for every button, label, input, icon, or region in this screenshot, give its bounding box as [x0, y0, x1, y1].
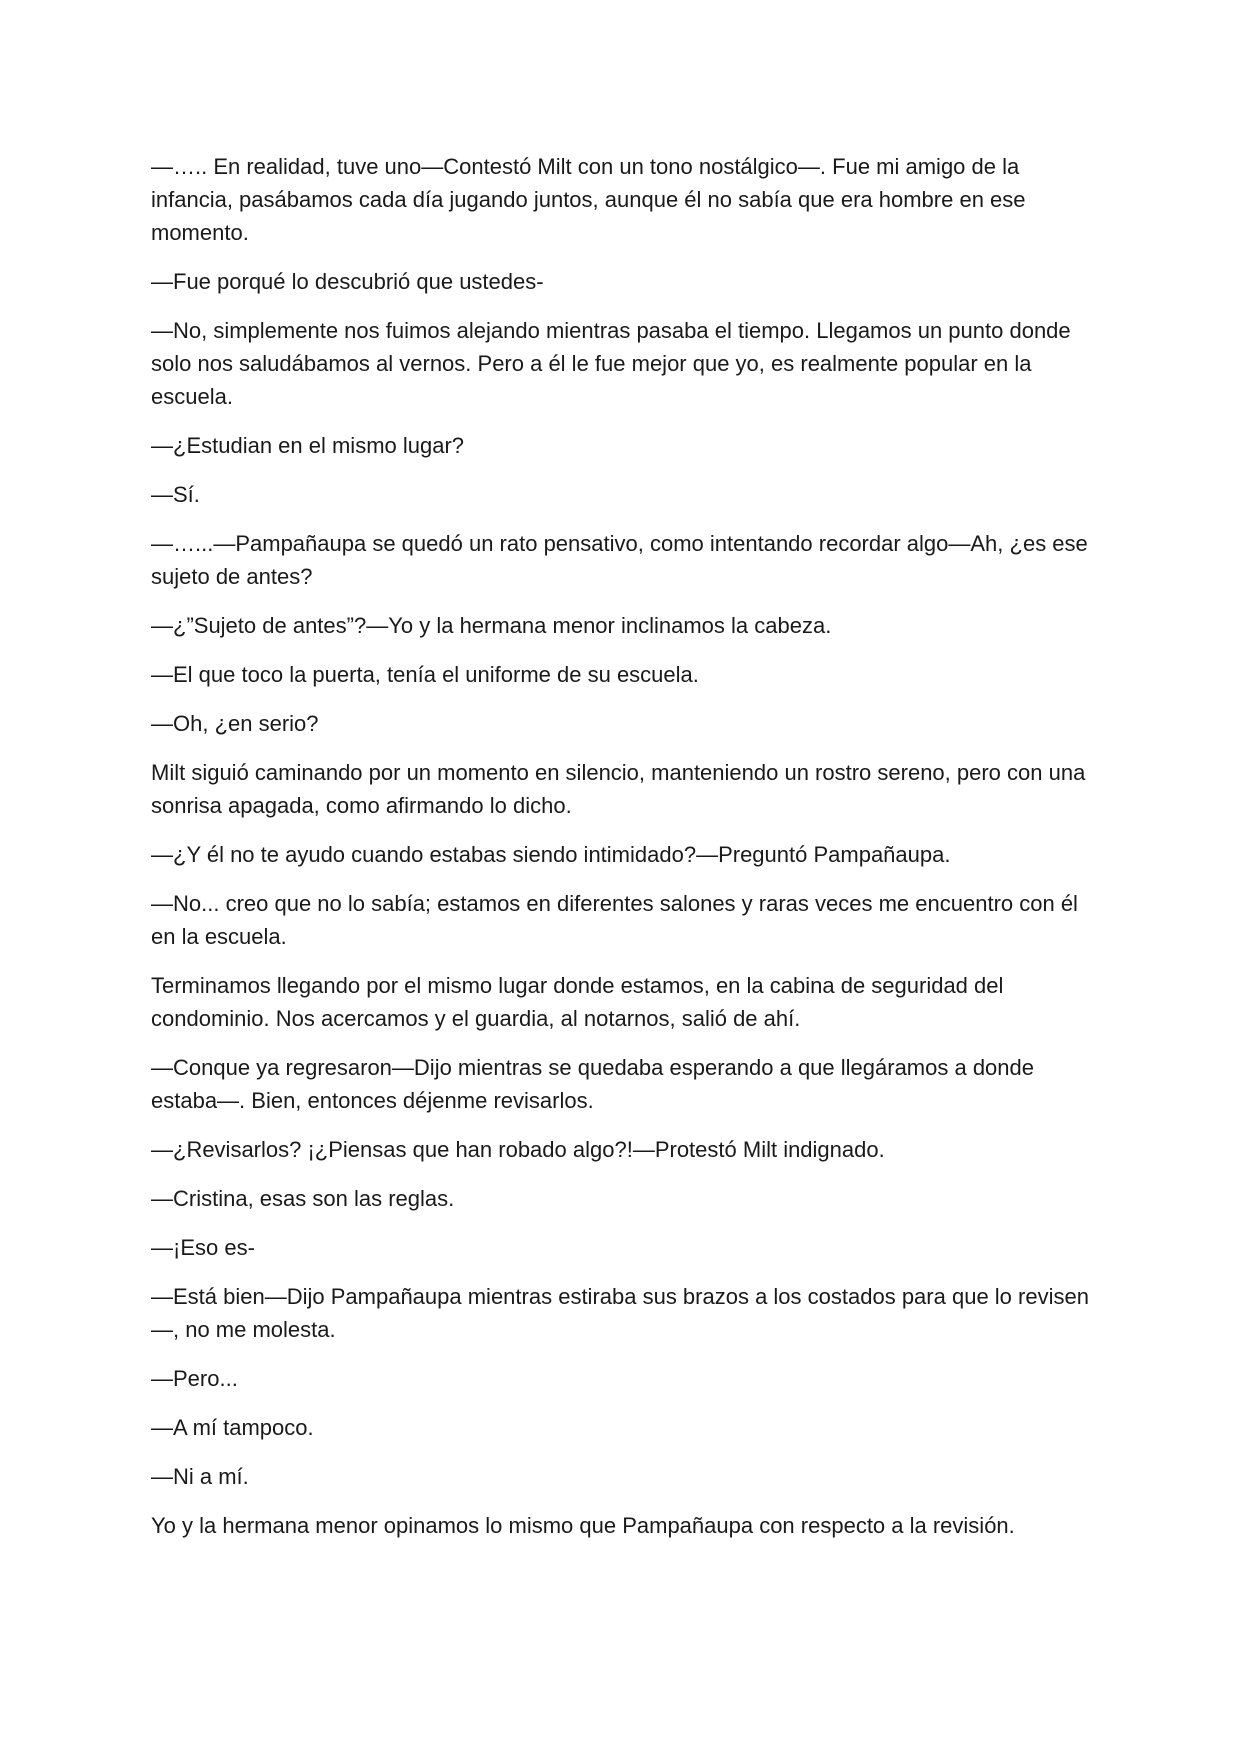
document-body: [151, 150, 1091, 1558]
paragraph: —….. En realidad, tuve uno—Contestó Milt con un tono nostálgico—. Fue mi amigo de la infancia, pasábamos cada día jugando juntos, aunque él no sabía que era hombre en ese momento.: [151, 154, 1026, 245]
paragraph: —No, simplemente nos fuimos alejando mientras pasaba el tiempo. Llegamos un punto donde solo nos saludábamos al vernos. Pero a él le fue mejor que yo, es realmente popular en la escuela.: [151, 318, 1071, 409]
paragraph: —Fue porqué lo descubrió que ustedes-: [151, 269, 544, 294]
paragraph: —Está bien—Dijo Pampañaupa mientras estiraba sus brazos a los costados para que lo revisen—, no me molesta.: [151, 1284, 1089, 1342]
paragraph: —El que toco la puerta, tenía el uniforme de su escuela.: [151, 662, 699, 687]
paragraph: —A mí tampoco.: [151, 1415, 314, 1440]
paragraph: —Ni a mí.: [151, 1464, 249, 1489]
paragraph: —Oh, ¿en serio?: [151, 711, 319, 736]
paragraph: —No... creo que no lo sabía; estamos en diferentes salones y raras veces me encuentro con él en la escuela.: [151, 891, 1078, 949]
paragraph: —¿Y él no te ayudo cuando estabas siendo intimidado?—Preguntó Pampañaupa.: [151, 842, 951, 867]
paragraph: —¿Estudian en el mismo lugar?: [151, 433, 465, 458]
paragraph: —Conque ya regresaron—Dijo mientras se quedaba esperando a que llegáramos a donde estaba—. Bien, entonces déjenme revisarlos.: [151, 1055, 1034, 1113]
paragraph: —Cristina, esas son las reglas.: [151, 1186, 455, 1211]
paragraph: —¿”Sujeto de antes”?—Yo y la hermana menor inclinamos la cabeza.: [151, 613, 832, 638]
paragraph: —¡Eso es-: [151, 1235, 255, 1260]
paragraph: —Pero...: [151, 1366, 238, 1391]
paragraph: Terminamos llegando por el mismo lugar donde estamos, en la cabina de seguridad del condominio. Nos acercamos y el guardia, al notarnos, salió de ahí.: [151, 973, 1004, 1031]
paragraph: —Sí.: [151, 482, 200, 507]
paragraph: Milt siguió caminando por un momento en silencio, manteniendo un rostro sereno, pero con una sonrisa apagada, como afirmando lo dicho.: [151, 760, 1086, 818]
paragraph: —¿Revisarlos? ¡¿Piensas que han robado algo?!—Protestó Milt indignado.: [151, 1137, 885, 1162]
paragraph: —…...—Pampañaupa se quedó un rato pensativo, como intentando recordar algo—Ah, ¿es ese sujeto de antes?: [151, 531, 1088, 589]
paragraph: Yo y la hermana menor opinamos lo mismo que Pampañaupa con respecto a la revisión.: [151, 1513, 1015, 1538]
